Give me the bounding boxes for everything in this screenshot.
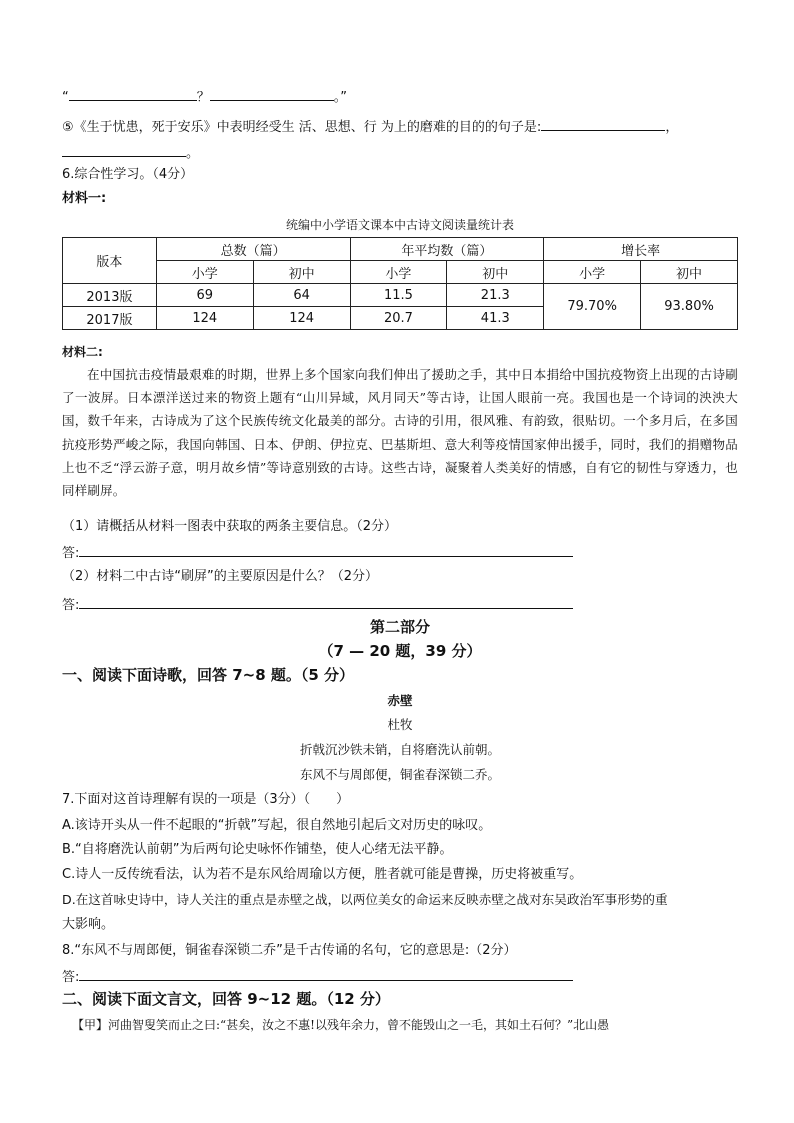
cell-value: 124 bbox=[253, 307, 350, 330]
passage-start: 【甲】河曲智叟笑而止之曰:“甚矣，汝之不惠!以残年余力，曾不能毁山之一毛，其如土石何？”北山愚 bbox=[72, 1018, 610, 1032]
poem-title: 赤壁 bbox=[387, 693, 413, 708]
part-2-title: 第二部分 bbox=[369, 618, 430, 636]
cell-value: 21.3 bbox=[447, 284, 544, 307]
answer-line[interactable] bbox=[79, 594, 573, 609]
q7-option-b[interactable]: B.“自将磨洗认前朝”为后两句论史咏怀作铺垫，使人心绪无法平静。 bbox=[62, 842, 453, 857]
cell-value: 124 bbox=[156, 307, 253, 330]
cell-edition: 2013版 bbox=[63, 284, 157, 307]
material-1-label: 材料一: bbox=[62, 191, 107, 206]
table-row bbox=[63, 284, 738, 307]
part-2-range: （7 — 20 题，39 分） bbox=[318, 642, 482, 660]
q5-item-5: ⑤《生于忧患，死于安乐》中表明经受生 活、思想、行 为上的磨难的目的的句子是: ， bbox=[62, 116, 678, 137]
poem-author: 杜牧 bbox=[387, 717, 413, 732]
cell-value: 20.7 bbox=[350, 307, 447, 330]
poem-line-2: 东风不与周郎便，铜雀春深锁二乔。 bbox=[299, 767, 500, 782]
cell-value: 11.5 bbox=[350, 284, 447, 307]
q6-title: 6.综合性学习。（4分） bbox=[62, 167, 194, 182]
cell-value: 41.3 bbox=[447, 307, 544, 330]
q6-sub2-answer: 答: bbox=[62, 594, 573, 615]
q8-answer: 答: bbox=[62, 966, 573, 987]
header-growth: 增长率 bbox=[544, 238, 738, 261]
subheader-cell: 小学 bbox=[350, 261, 447, 284]
table-caption: 统编中小学语文课本中古诗文阅读量统计表 bbox=[285, 218, 514, 232]
material-2-label: 材料二: bbox=[62, 345, 103, 359]
subheader-cell: 小学 bbox=[544, 261, 641, 284]
cell-growth-primary: 79.70% bbox=[544, 284, 641, 330]
answer-blank[interactable] bbox=[62, 142, 186, 157]
subheader-cell: 初中 bbox=[447, 261, 544, 284]
q7-stem: 7.下面对这首诗理解有误的一项是（3分）（ ） bbox=[62, 792, 350, 807]
section-1-heading: 一、阅读下面诗歌，回答 7~8 题。（5 分） bbox=[62, 666, 355, 684]
cell-edition: 2017版 bbox=[63, 307, 157, 330]
q7-option-d[interactable]: D.在这首咏史诗中，诗人关注的重点是赤壁之战，以两位美女的命运来反映赤壁之战对东吴政治军事形势的重 bbox=[62, 892, 668, 907]
q7-option-d-cont: 大影响。 bbox=[62, 917, 115, 932]
cell-value: 69 bbox=[156, 284, 253, 307]
q6-sub1: （1）请概括从材料一图表中获取的两条主要信息。（2分） bbox=[62, 519, 398, 534]
q5-item-5-cont: 。 bbox=[62, 142, 199, 163]
section-2-heading: 二、阅读下面文言文，回答 9~12 题。（12 分） bbox=[62, 990, 390, 1008]
cell-growth-middle: 93.80% bbox=[641, 284, 738, 330]
subheader-cell: 初中 bbox=[641, 261, 738, 284]
header-edition: 版本 bbox=[63, 238, 157, 284]
answer-line[interactable] bbox=[79, 542, 573, 557]
q7-option-c[interactable]: C.诗人一反传统看法，认为若不是东风给周瑜以方便，胜者就可能是曹操，历史将被重写。 bbox=[62, 867, 583, 882]
q5-blank-line: “ ？ 。” bbox=[62, 86, 347, 107]
answer-line[interactable] bbox=[79, 966, 573, 981]
poem-line-1: 折戟沉沙铁未销，自将磨洗认前朝。 bbox=[299, 742, 500, 757]
header-total: 总数（篇） bbox=[156, 238, 350, 261]
q6-sub1-answer: 答: bbox=[62, 542, 573, 563]
material-2-passage: 在中国抗击疫情最艰难的时期，世界上多个国家向我们伸出了援助之手，其中日本捐给中国抗疫物资上出现的古诗刷了一波屏。日本漂洋送过来的物资上题有“山川异域，风月同天”等古诗，让国人眼前一亮。我国也是一个诗词的泱泱大国，数千年来，古诗成为了这个民族传统文化最美的部分。古诗的引用，很风雅、有韵致，很贴切。一个多月后，在多国抗疫形势严峻之际，我国向韩国、日本、伊朗、伊拉克、巴基斯坦、意大利等疫情国家伸出援手，同时，我们的捐赠物品上也不乏“浮云游子意，明月故乡情”等诗意别致的古诗。这些古诗，凝聚着人类美好的情感，自有它的韧性与穿透力，也同样刷屏。 bbox=[62, 367, 738, 499]
q8-stem: 8.“东风不与周郎便，铜雀春深锁二乔”是千古传诵的名句，它的意思是:（2分） bbox=[62, 943, 517, 958]
q6-sub2: （2）材料二中古诗“刷屏”的主要原因是什么？（2分） bbox=[62, 569, 379, 584]
answer-blank[interactable] bbox=[541, 116, 665, 131]
stats-table bbox=[62, 237, 738, 330]
header-avg: 年平均数（篇） bbox=[350, 238, 544, 261]
subheader-cell: 初中 bbox=[253, 261, 350, 284]
cell-value: 64 bbox=[253, 284, 350, 307]
subheader-cell: 小学 bbox=[156, 261, 253, 284]
q7-option-a[interactable]: A.该诗开头从一件不起眼的“折戟”写起，很自然地引起后文对历史的咏叹。 bbox=[62, 818, 492, 833]
answer-blank[interactable] bbox=[210, 86, 334, 101]
answer-blank[interactable] bbox=[69, 86, 197, 101]
